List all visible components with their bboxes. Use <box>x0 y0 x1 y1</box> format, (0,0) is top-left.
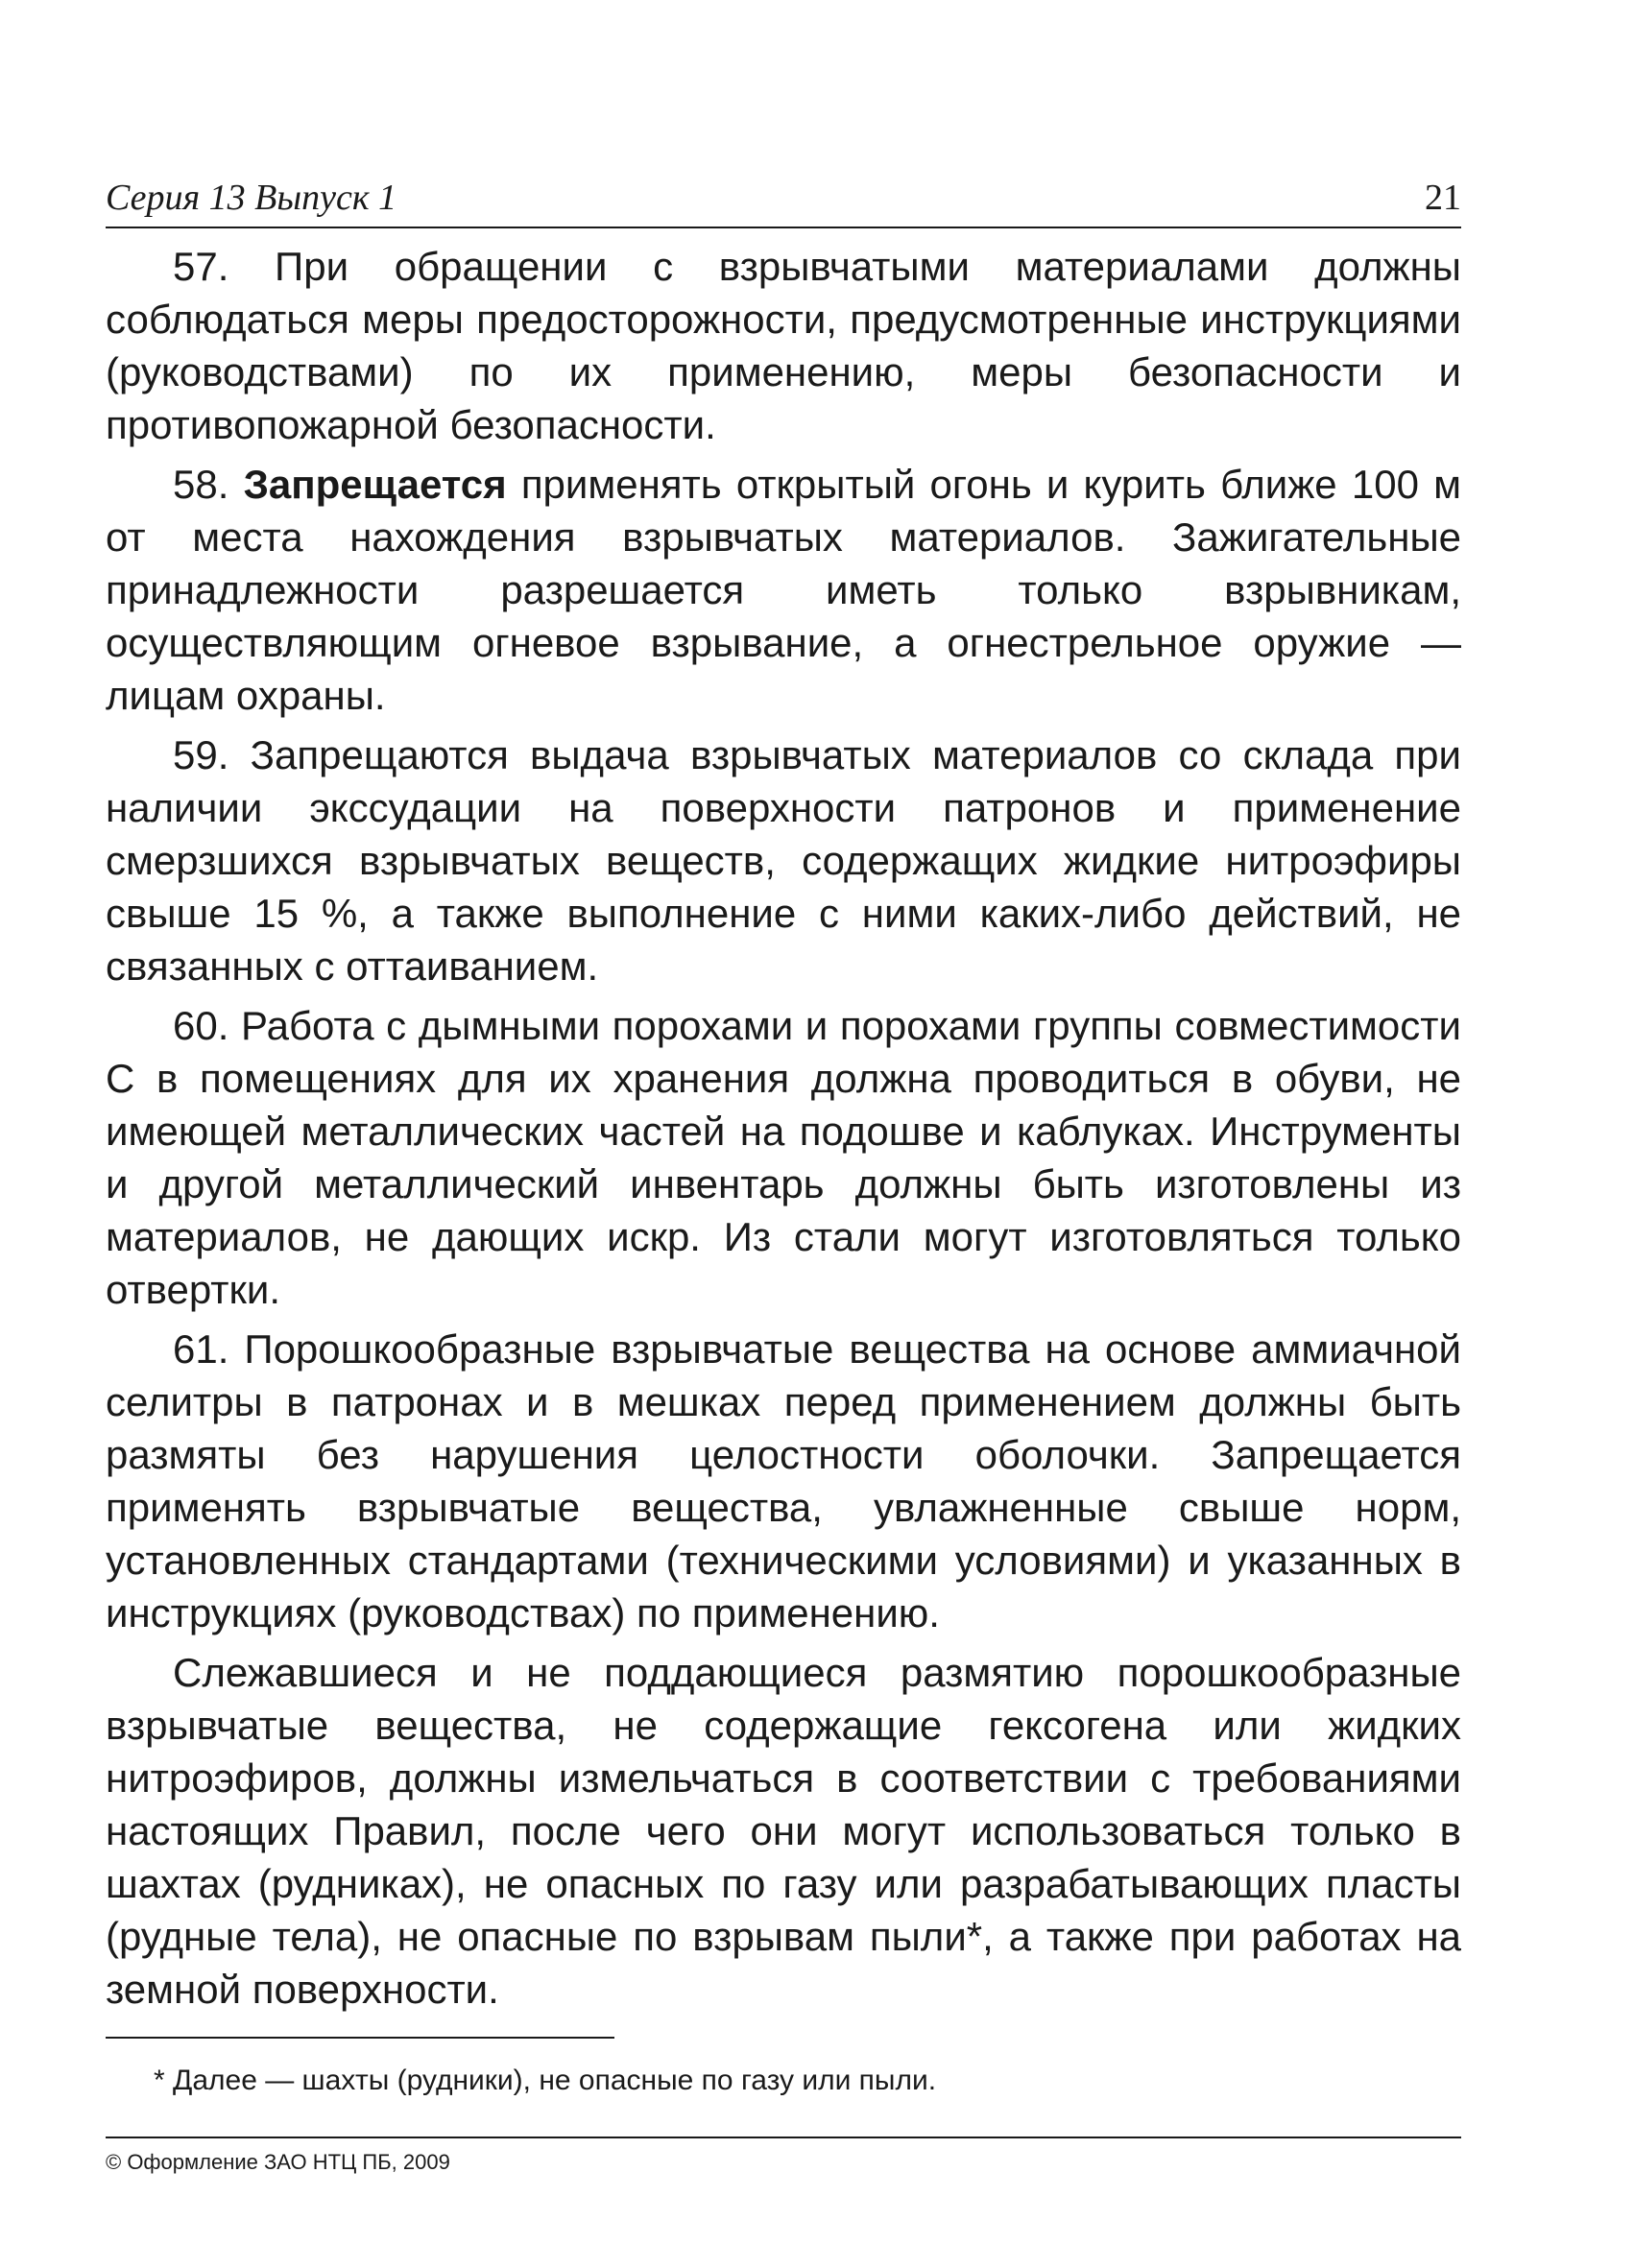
paragraph-text: 59. Запрещаются выдача взрывчатых материалов со склада при наличии экссудации на поверхности патронов и применение смерзшихся взрывчатых веществ, содержащих жидкие нитроэфиры свыше 15 %, а также выполнение с ними каких-либо действий, не связанных с оттаиванием. <box>106 732 1461 989</box>
document-page <box>106 173 1461 2177</box>
paragraph-59 <box>106 728 1461 992</box>
footnote: * Далее — шахты (рудники), не опасные по газу или пыли. <box>154 2065 937 2096</box>
paragraph-61-continued <box>106 1646 1461 2016</box>
paragraph-number: 58. <box>173 462 244 507</box>
copyright-notice: © Оформление ЗАО НТЦ ПБ, 2009 <box>106 2150 450 2174</box>
emphasis-prohibited: Запрещается <box>243 462 507 507</box>
copyright-divider <box>106 2137 1461 2138</box>
paragraph-text: 60. Работа с дымными порохами и порохами группы совместимости С в помещениях для их хранения должна проводиться в обуви, не имеющей металлических частей на подошве и каблуках. Инструменты и другой металлический инвентарь должны быть изготовлены из материалов, не дающих искр. Из стали могут изготовляться только отвертки. <box>106 1003 1461 1312</box>
paragraph-text: 61. Порошкообразные взрывчатые вещества на основе аммиачной селитры в патронах и в мешках перед применением должны быть размяты без нарушения целостности оболочки. Запрещается применять взрывчатые вещества, увлажненные свыше норм, установленных стандартами (техническими условиями) и указанных в инструкциях (руководствах) по применению. <box>106 1326 1461 1635</box>
running-header <box>106 173 1461 228</box>
body-text <box>106 240 1461 2016</box>
paragraph-57 <box>106 240 1461 451</box>
paragraph-text: Слежавшиеся и не поддающиеся размятию порошкообразные взрывчатые вещества, не содержащие гексогена или жидких нитроэфиров, должны измельчаться в соответствии с требованиями настоящих Правил, после чего они могут использоваться только в шахтах (рудниках), не опасных по газу или разрабатывающих пласты (рудные тела), не опасные по взрывам пыли*, а также при работах на земной поверхности. <box>106 1650 1461 2012</box>
paragraph-58 <box>106 458 1461 722</box>
paragraph-61 <box>106 1323 1461 1639</box>
paragraph-text: 57. При обращении с взрывчатыми материалами должны соблюдаться меры предосторожности, предусмотренные инструкциями (руководствами) по их применению, меры безопасности и противопожарной безопасности. <box>106 244 1461 447</box>
footnote-divider <box>106 2037 614 2039</box>
page-number: 21 <box>1425 178 1461 218</box>
paragraph-text: применять открытый огонь и курить ближе 100 м от места нахождения взрывчатых материалов. Зажигательные принадлежности разрешается иметь только взрывникам, осуществляющим огневое взрывание, а огнестрельное оружие — лицам охраны. <box>106 462 1461 718</box>
series-issue-label: Серия 13 Выпуск 1 <box>106 178 397 218</box>
paragraph-60 <box>106 999 1461 1316</box>
